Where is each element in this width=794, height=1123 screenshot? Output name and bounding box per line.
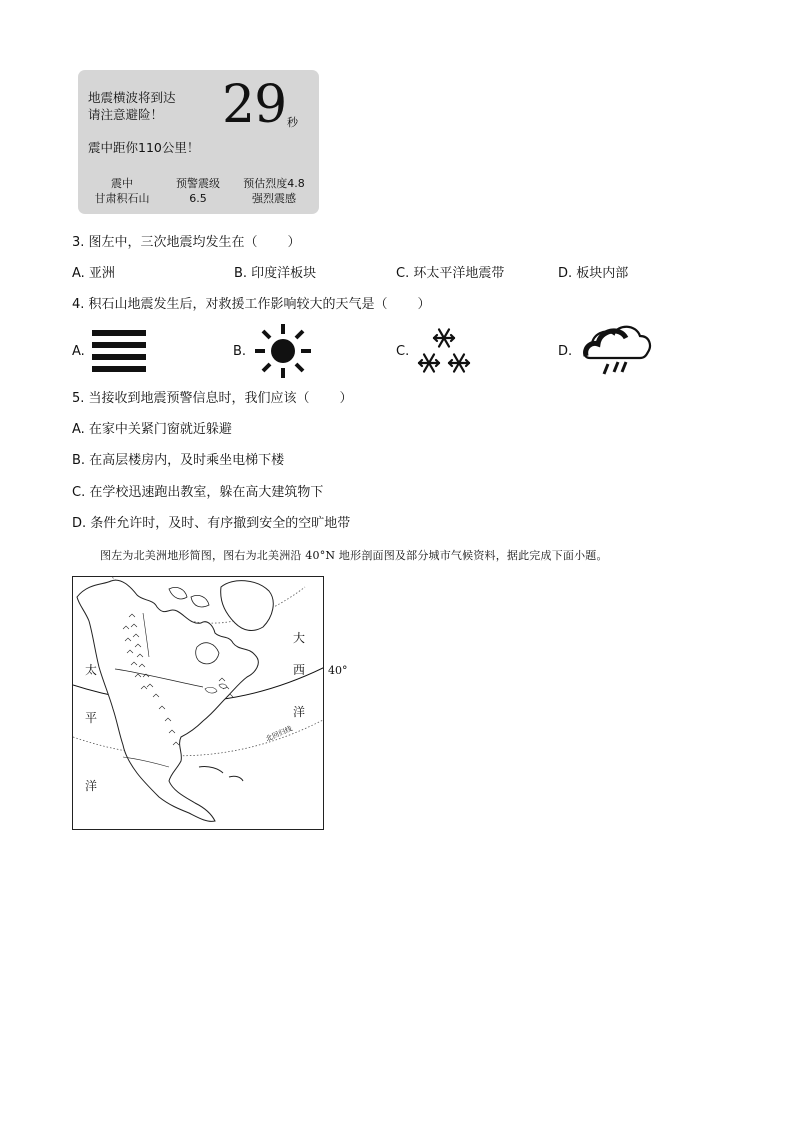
q3-option-a[interactable]: A. 亚洲 bbox=[72, 266, 115, 281]
atlantic-label-1: 大 bbox=[293, 631, 306, 645]
question-4-stem bbox=[72, 296, 431, 314]
q3-option-d[interactable]: D. 板块内部 bbox=[558, 266, 629, 281]
north-america-map bbox=[72, 576, 324, 830]
sun-icon bbox=[252, 322, 314, 380]
epicenter-column bbox=[84, 176, 160, 206]
countdown-seconds: 29 bbox=[222, 75, 287, 135]
magnitude-label: 预警震级 bbox=[176, 177, 220, 190]
intensity-value: 强烈震感 bbox=[252, 192, 296, 205]
epicenter-distance: 震中距你110公里！ bbox=[88, 140, 200, 155]
magnitude-value: 6.5 bbox=[189, 192, 207, 205]
q5-option-a[interactable]: A. 在家中关紧门窗就近躲避 bbox=[72, 422, 232, 437]
pacific-label-2: 平 bbox=[85, 711, 98, 725]
question-5-paren: ） bbox=[339, 391, 353, 406]
countdown-unit: 秒 bbox=[287, 116, 298, 129]
question-5-stem bbox=[72, 390, 353, 408]
q3-option-c[interactable]: C. 环太平洋地震带 bbox=[396, 266, 505, 281]
q4-option-c[interactable]: C. bbox=[396, 344, 410, 359]
atlantic-label-2: 西 bbox=[293, 663, 306, 677]
question-4-text: 4. 积石山地震发生后，对救援工作影响较大的天气是（ bbox=[72, 297, 388, 312]
q5-option-c[interactable]: C. 在学校迅速跑出教室，躲在高大建筑物下 bbox=[72, 485, 324, 500]
earthquake-warning-panel bbox=[78, 70, 319, 214]
q3-option-b[interactable]: B. 印度洋板块 bbox=[234, 266, 317, 281]
snow-icon bbox=[414, 326, 474, 378]
q4-option-b[interactable]: B. bbox=[233, 344, 247, 359]
atlantic-label-3: 洋 bbox=[293, 705, 306, 719]
q5-option-b[interactable]: B. 在高层楼房内，及时乘坐电梯下楼 bbox=[72, 453, 285, 468]
intensity-label: 预估烈度4.8 bbox=[243, 177, 305, 190]
epicenter-value: 甘肃积石山 bbox=[94, 192, 150, 205]
intensity-column bbox=[234, 176, 314, 206]
q4-option-a[interactable]: A. bbox=[72, 344, 85, 359]
pacific-label-3: 洋 bbox=[85, 779, 98, 793]
section-intro: 图左为北美洲地形简图，图右为北美洲沿 40°N 地形剖面图及部分城市气候资料，据此完成下面小题。 bbox=[100, 549, 608, 562]
question-3-paren: ） bbox=[287, 235, 301, 250]
question-3-text: 3. 图左中，三次地震均发生在（ bbox=[72, 235, 258, 250]
q4-option-d[interactable]: D. bbox=[558, 344, 573, 359]
pacific-label-1: 太 bbox=[85, 663, 98, 677]
question-3-stem bbox=[72, 234, 301, 252]
epicenter-label: 震中 bbox=[111, 177, 133, 190]
warning-line-2: 请注意避险！ bbox=[88, 107, 164, 122]
fog-icon bbox=[90, 326, 146, 374]
q5-option-d[interactable]: D. 条件允许时，及时、有序撤到安全的空旷地带 bbox=[72, 516, 351, 531]
question-5-text: 5. 当接收到地震预警信息时，我们应该（ bbox=[72, 391, 310, 406]
warning-line-1: 地震横波将到达 bbox=[88, 90, 176, 105]
latitude-40-label: 40° bbox=[328, 664, 348, 677]
tropic-label: 北回归线 bbox=[264, 724, 294, 744]
map-outline bbox=[73, 577, 324, 830]
magnitude-column bbox=[160, 176, 236, 206]
rain-cloud-icon bbox=[580, 322, 652, 378]
question-4-paren: ） bbox=[417, 297, 431, 312]
